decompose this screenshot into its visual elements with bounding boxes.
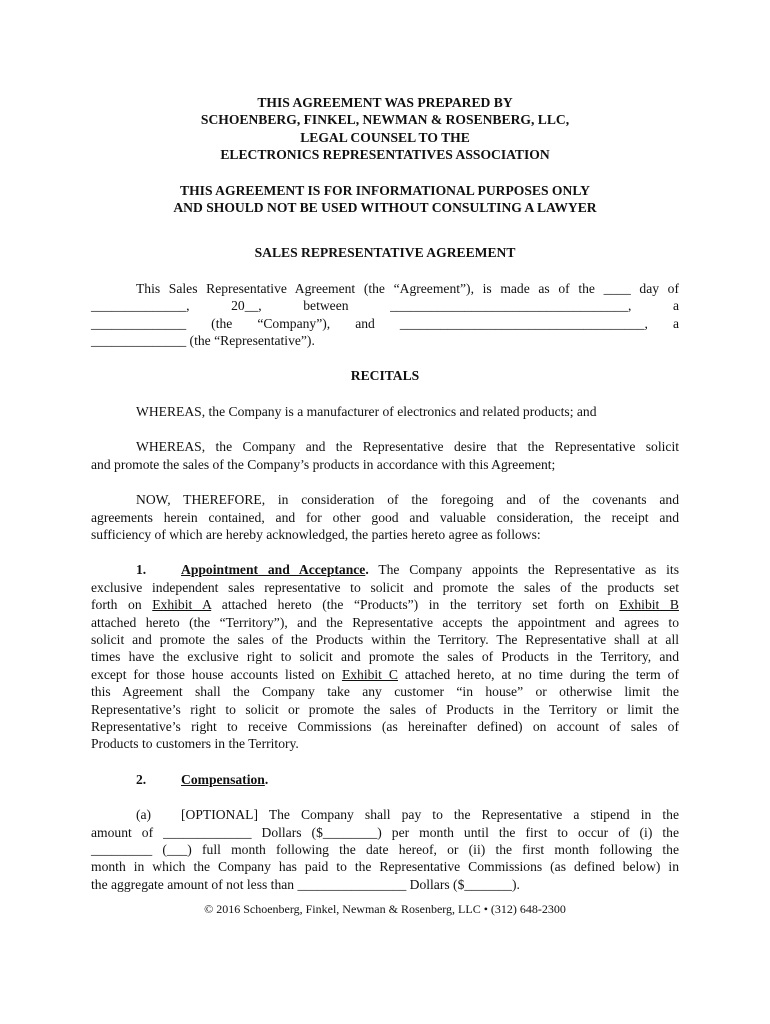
document-body <box>91 94 679 893</box>
heading-period: . <box>264 771 269 787</box>
exhibit-c-reference: Exhibit C <box>341 666 398 682</box>
section-heading: Appointment and Acceptance <box>181 562 366 578</box>
section-text: [OPTIONAL] The Company shall pay to the Representative a stipend in the <box>181 807 679 823</box>
now-therefore-line: NOW, THEREFORE, in consideration of the foregoing and of the covenants and <box>136 492 679 508</box>
section-text: attached hereto (the “Products”) in the territory set forth on <box>211 597 620 613</box>
section-1-appointment <box>91 561 679 752</box>
section-1-line: Products to customers in the Territory. <box>91 736 299 752</box>
now-therefore-paragraph <box>91 491 679 543</box>
section-text: forth on <box>91 597 153 613</box>
whereas-line: WHEREAS, the Company and the Representative desire that the Representative solicit <box>136 439 679 455</box>
section-2-heading-line <box>91 771 679 788</box>
whereas-line: and promote the sales of the Company’s products in accordance with this Agreement; <box>91 456 556 472</box>
intro-paragraph <box>91 280 679 350</box>
section-1-line: this Agreement shall the Company take any customer “in house” or otherwise limit the <box>91 684 679 700</box>
section-text: The Company appoints the Representative as its <box>368 562 679 578</box>
warning-line: THIS AGREEMENT IS FOR INFORMATIONAL PURPOSES ONLY <box>180 182 590 198</box>
intro-line: This Sales Representative Agreement (the “Agreement”), is made as of the ____ day of <box>136 280 679 296</box>
exhibit-b-reference: Exhibit B <box>619 597 679 613</box>
copyright-footer: © 2016 Schoenberg, Finkel, Newman & Rosenberg, LLC • (312) 648-2300 <box>204 902 566 916</box>
section-number: 1. <box>136 562 147 578</box>
now-therefore-line: sufficiency of which are hereby acknowledged, the parties hereto agree as follows: <box>91 526 541 542</box>
section-text: except for those house accounts listed on <box>91 666 342 682</box>
exhibit-a-reference: Exhibit A <box>152 597 212 613</box>
intro-line: ______________, 20__, between ___________________________________, a <box>91 298 679 314</box>
informational-warning <box>91 182 679 217</box>
now-therefore-line: agreements herein contained, and for other good and valuable consideration, the receipt and <box>91 509 679 525</box>
section-heading: Compensation <box>181 771 265 787</box>
whereas-paragraph-2 <box>91 438 679 473</box>
heading-period: . <box>365 562 369 578</box>
warning-line: AND SHOULD NOT BE USED WITHOUT CONSULTING A LAWYER <box>173 200 597 216</box>
section-2a-line: _________ (___) full month following the date hereof, or (ii) the first month following the <box>91 842 679 857</box>
section-2a-line: month in which the Company has paid to the Representative Commissions (as defined below) in <box>91 859 679 875</box>
section-1-line <box>91 666 679 683</box>
preparer-header <box>91 94 679 164</box>
header-line: THIS AGREEMENT WAS PREPARED BY <box>257 95 513 110</box>
section-2a-paragraph <box>91 806 679 893</box>
intro-line: ______________ (the “Representative”). <box>91 333 315 349</box>
subsection-label: (a) <box>136 807 152 823</box>
header-line: SCHOENBERG, FINKEL, NEWMAN & ROSENBERG, LLC, <box>200 112 570 128</box>
intro-line: ______________ (the “Company”), and ____________________________________, a <box>91 315 679 331</box>
header-line: ELECTRONICS REPRESENTATIVES ASSOCIATION <box>220 147 550 163</box>
recitals-heading: RECITALS <box>350 368 420 384</box>
section-2a-line: the aggregate amount of not less than ________________ Dollars ($_______). <box>91 876 520 892</box>
section-2a-line <box>91 806 679 823</box>
header-line: LEGAL COUNSEL TO THE <box>300 129 470 145</box>
section-1-line <box>91 596 679 613</box>
section-1-line: attached hereto (the “Territory”), and the Representative accepts the appointment and agrees to <box>91 614 679 630</box>
section-1-line: Representative’s right to solicit or promote the sales of Products in the Territory or limit the <box>91 701 679 717</box>
section-1-line: times have the exclusive right to solicit and promote the sales of Products in the Territory, and <box>91 649 679 665</box>
section-1-line <box>91 561 679 578</box>
section-1-line: Representative’s right to receive Commissions (as hereinafter defined) on account of sales of <box>91 718 679 734</box>
section-2a-line: amount of _____________ Dollars ($________) per month until the first to occur of (i) the <box>91 824 679 840</box>
section-text: attached hereto, at no time during the term of <box>397 666 680 682</box>
section-1-line: exclusive independent sales representative to solicit and promote the sales of the products set <box>91 579 679 595</box>
agreement-title: SALES REPRESENTATIVE AGREEMENT <box>254 245 516 261</box>
section-1-line: solicit and promote the sales of the Products within the Territory. The Representative shall at all <box>91 631 679 647</box>
whereas-paragraph-1: WHEREAS, the Company is a manufacturer of electronics and related products; and <box>136 403 597 419</box>
section-number: 2. <box>136 771 147 787</box>
